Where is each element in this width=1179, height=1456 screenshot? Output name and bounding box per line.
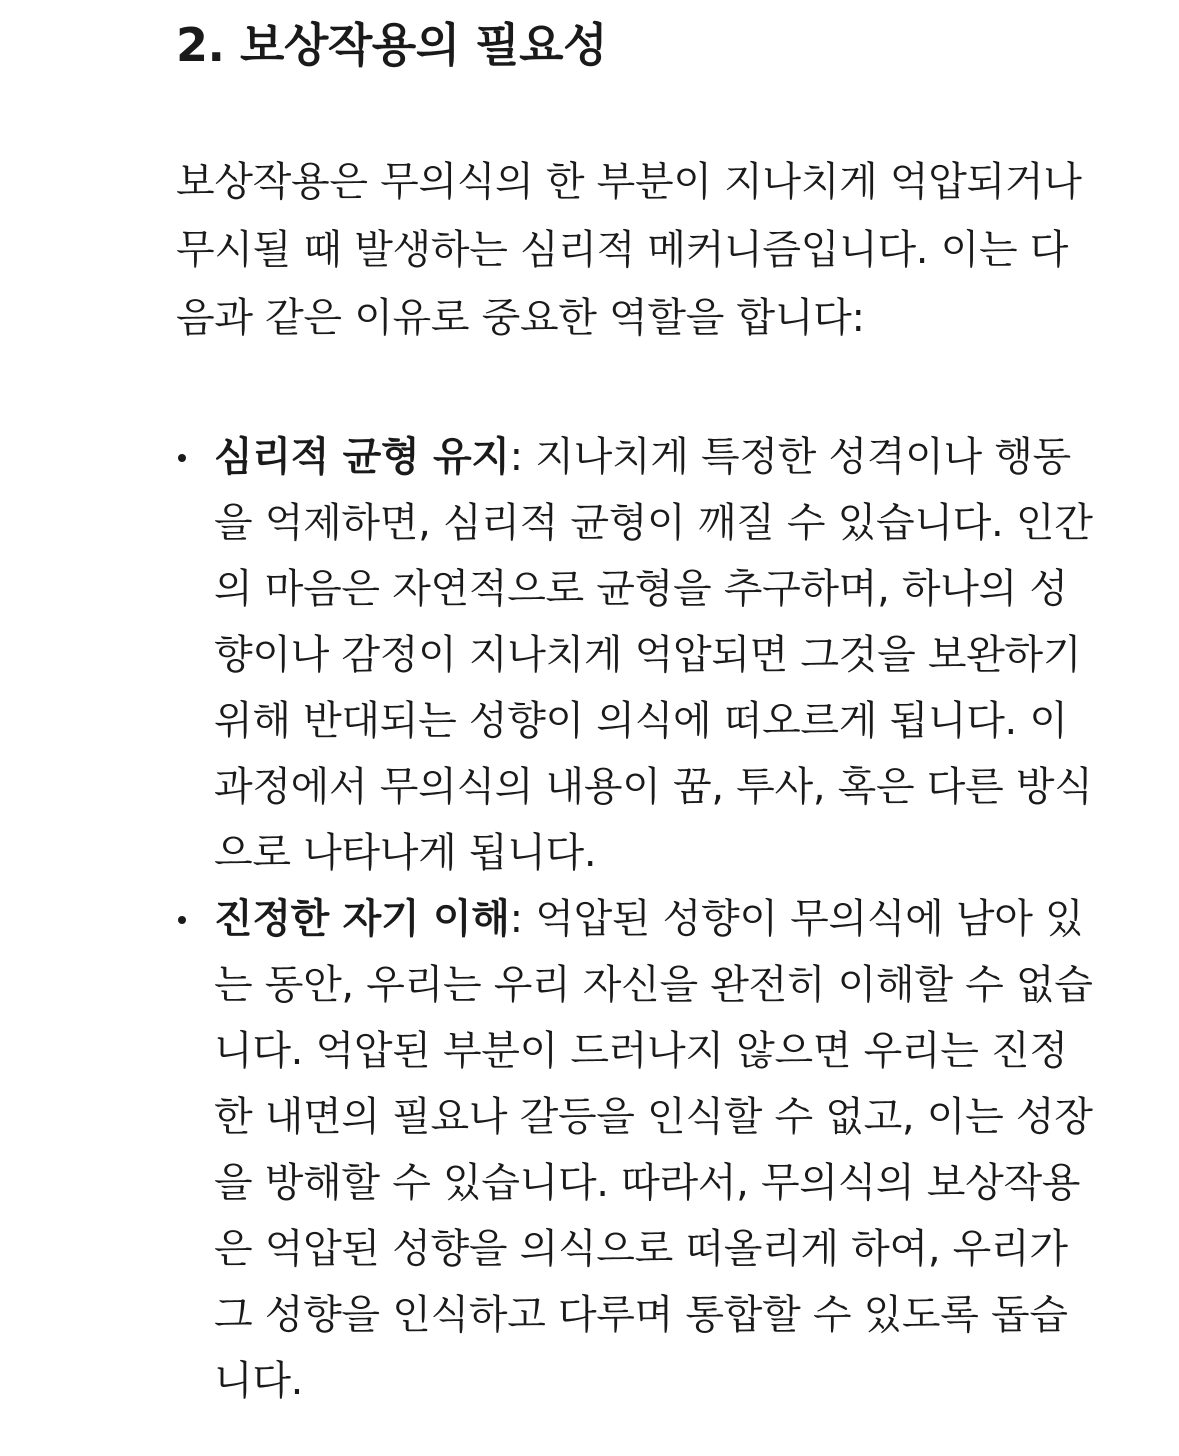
bullet-dot-icon	[178, 916, 186, 924]
bullet-body: : 지나치게 특정한 성격이나 행동을 억제하면, 심리적 균형이 깨질 수 있습니다. 인간의 마음은 자연적으로 균형을 추구하며, 하나의 성향이나 감정이 지나치게 억압되면 그것을 보완하기 위해 반대되는 성향이 의식에 떠오르게 됩니다. 이 과정에서 무의식의 내용이 꿈, 투사, 혹은 다른 방식으로 나타나게 됩니다.	[214, 434, 1093, 876]
section-heading: 2. 보상작용의 필요성	[176, 18, 607, 72]
bullet-dot-icon	[178, 454, 186, 462]
bullet-list	[176, 424, 1106, 1414]
bullet-item-psychological-balance	[176, 424, 1106, 886]
intro-paragraph: 보상작용은 무의식의 한 부분이 지나치게 억압되거나 무시될 때 발생하는 심리적 메커니즘입니다. 이는 다음과 같은 이유로 중요한 역할을 합니다:	[176, 159, 1082, 341]
bullet-title: 심리적 균형 유지	[214, 434, 510, 480]
bullet-item-self-understanding	[176, 886, 1106, 1414]
bullet-title: 진정한 자기 이해	[214, 896, 510, 942]
article-content	[176, 0, 1106, 1414]
bullet-body: : 억압된 성향이 무의식에 남아 있는 동안, 우리는 우리 자신을 완전히 이해할 수 없습니다. 억압된 부분이 드러나지 않으면 우리는 진정한 내면의 필요나 갈등을 인식할 수 없고, 이는 성장을 방해할 수 있습니다. 따라서, 무의식의 보상작용은 억압된 성향을 의식으로 떠올리게 하여, 우리가 그 성향을 인식하고 다루며 통합할 수 있도록 돕습니다.	[214, 896, 1093, 1404]
